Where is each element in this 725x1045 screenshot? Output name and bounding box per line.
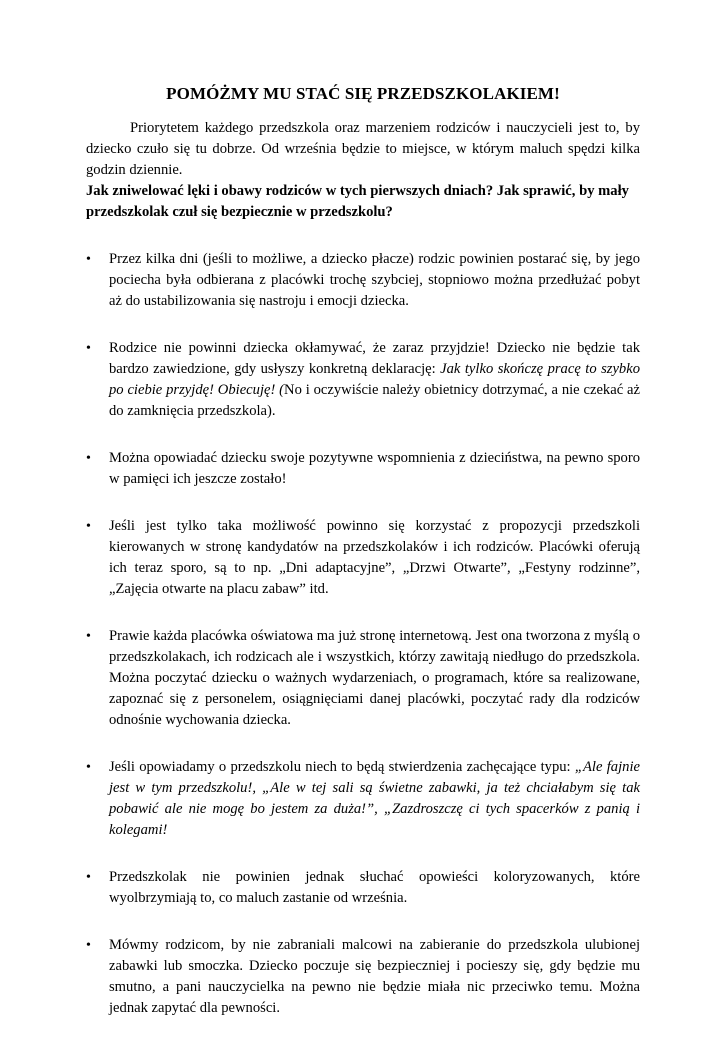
bullet-icon: • xyxy=(86,519,91,534)
bullet-icon: • xyxy=(86,760,91,775)
list-item xyxy=(86,448,640,490)
list-item-text: Można opowiadać dziecku swoje pozytywne wspomnienia z dzieciństwa, na pewno sporo w pamięci ich jeszcze zostało! xyxy=(109,450,640,487)
document-page xyxy=(86,84,640,1045)
list-item xyxy=(86,516,640,600)
bullet-icon: • xyxy=(86,938,91,953)
list-item-text: Przez kilka dni (jeśli to możliwe, a dziecko płacze) rodzic powinien postarać się, by jego pociecha była odbierana z placówki trochę szybciej, stopniowo można przedłużać pobyt aż do ustabilizowania się nastroju i emocji dziecka. xyxy=(109,251,640,309)
list-item-text: Jeśli opowiadamy o przedszkolu niech to będą stwierdzenia zachęcające typu: xyxy=(109,759,575,775)
bullet-icon: • xyxy=(86,629,91,644)
list-item xyxy=(86,338,640,422)
page-title: POMÓŻMY MU STAĆ SIĘ PRZEDSZKOLAKIEM! xyxy=(166,84,560,103)
list-item xyxy=(86,626,640,731)
list-item-quote: „Ale fajnie jest w tym przedszkolu!, „Ale w tej sali są świetne zabawki, ja też chciałabym się tak pobawić ale nie mogę bo jestem za duża!”, „Zazdroszczę ci tych spacerków z panią i kolegami! xyxy=(109,759,640,838)
list-item-text: Rodzice nie powinni dziecka okłamywać, że zaraz przyjdzie! Dziecko nie będzie tak bardzo zawiedzione, gdy usłyszy konkretną deklarację: xyxy=(109,340,640,377)
list-item-text: Prawie każda placówka oświatowa ma już stronę internetową. Jest ona tworzona z myślą o przedszkolakach, ich rodzicach ale i wszystkich, którzy zawitają niedługo do przedszkola. Można poczytać dziecku o ważnych wydarzeniach, o programach, które sa realizowane, zapoznać się z personelem, osiągnięciami danej placówki, poczytać rady dla rodziców odnośnie wychowania dziecka. xyxy=(109,628,640,728)
list-item xyxy=(86,249,640,312)
question-paragraph: Jak zniwelować lęki i obawy rodziców w tych pierwszych dniach? Jak sprawić, by mały przedszkolak czuł się bezpiecznie w przedszkolu? xyxy=(86,183,629,220)
intro-paragraph: Priorytetem każdego przedszkola oraz marzeniem rodziców i nauczycieli jest to, by dziecko czuło się tu dobrze. Od września będzie to miejsce, w którym maluch spędzi kilka godzin dziennie. xyxy=(86,120,640,178)
list-item-text: Mówmy rodzicom, by nie zabraniali malcowi na zabieranie do przedszkola ulubionej zabawki lub smoczka. Dziecko poczuje się bezpieczniej i pocieszy się, gdy będzie mu smutno, a pani nauczycielka na pewno nie będzie miała nic przeciwko temu. Można jednak zapytać dla pewności. xyxy=(109,937,640,1016)
list-item-text-continued: No i oczywiście należy obietnicy dotrzymać, a nie czekać aż do zamknięcia przedszkola). xyxy=(109,382,640,419)
bullet-icon: • xyxy=(86,341,91,356)
list-item xyxy=(86,935,640,1019)
list-item-text: Jeśli jest tylko taka możliwość powinno się korzystać z propozycji przedszkoli kierowanych w stronę kandydatów na przedszkolaków i ich rodziców. Placówki oferują ich teraz sporo, są to np. „Dni adaptacyjne”, „Drzwi Otwarte”, „Festyny rodzinne”, „Zajęcia otwarte na placu zabaw” itd. xyxy=(109,518,640,597)
bullet-icon: • xyxy=(86,451,91,466)
tips-list xyxy=(86,249,640,1019)
bullet-icon: • xyxy=(86,870,91,885)
list-item-quote: Jak tylko skończę pracę to szybko po ciebie przyjdę! Obiecuję! ( xyxy=(109,361,641,398)
list-item xyxy=(86,757,640,841)
list-item-text: Przedszkolak nie powinien jednak słuchać opowieści koloryzowanych, które wyolbrzymiają to, co maluch zastanie od września. xyxy=(109,869,640,906)
bullet-icon: • xyxy=(86,252,91,267)
list-item xyxy=(86,867,640,909)
